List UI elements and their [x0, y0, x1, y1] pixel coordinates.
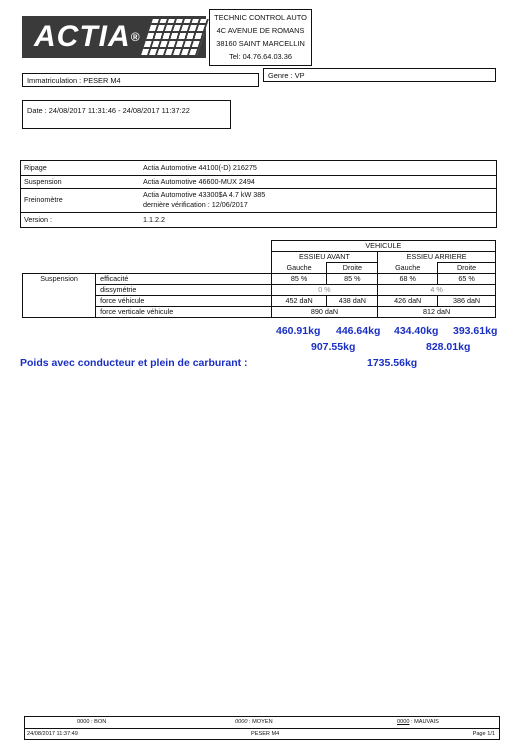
footer-box — [24, 716, 500, 740]
legend-moyen: 0000 : MOYEN — [235, 719, 273, 725]
table-cell: 812 daN — [378, 307, 496, 318]
essieu-avant-header: ESSIEU AVANT — [271, 252, 378, 263]
equipment-label: Version : — [24, 215, 52, 224]
logo-text: ACTIA® — [34, 20, 141, 53]
row-label: dissymétrie — [96, 285, 272, 296]
weight-front-left: 460.91kg — [276, 325, 321, 337]
row-label: efficacité — [96, 274, 272, 285]
address-line: Tel: 04.76.64.03.36 — [229, 52, 292, 61]
genre-field: Genre : VP — [263, 68, 496, 82]
weight-rear-right: 393.61kg — [453, 325, 498, 337]
suspension-table — [22, 240, 496, 318]
equipment-value-line2: dernière vérification : 12/06/2017 — [143, 200, 248, 209]
equipment-divider — [20, 188, 497, 189]
table-cell: 85 % — [271, 274, 327, 285]
address-line: 38160 SAINT MARCELLIN — [216, 39, 305, 48]
essieu-arriere-header: ESSIEU ARRIERE — [378, 252, 496, 263]
droite-header: Droite — [327, 263, 378, 274]
table-cell: 0 % — [271, 285, 378, 296]
weight-total: 1735.56kg — [367, 357, 418, 369]
equipment-value: Actia Automotive 44100(-D) 216275 — [143, 163, 257, 172]
footer-page: Page 1/1 — [472, 731, 495, 737]
gauche-header: Gauche — [271, 263, 327, 274]
equipment-value: 1.1.2.2 — [143, 215, 165, 224]
droite-header: Droite — [438, 263, 496, 274]
legend-bon: 0000 : BON — [77, 719, 107, 725]
table-cell: 438 daN — [327, 296, 378, 307]
weight-rear-left: 434.40kg — [394, 325, 439, 337]
address-line: 4C AVENUE DE ROMANS — [216, 26, 305, 35]
footer-divider — [25, 728, 499, 729]
table-cell: 68 % — [378, 274, 438, 285]
footer-datetime: 24/08/2017 11:37:49 — [27, 731, 78, 737]
weight-front-axle: 907.55kg — [311, 341, 356, 353]
weight-rear-axle: 828.01kg — [426, 341, 471, 353]
equipment-divider — [20, 212, 497, 213]
row-label: force véhicule — [96, 296, 272, 307]
vehicule-header: VEHICULE — [271, 241, 495, 252]
table-cell: 426 daN — [378, 296, 438, 307]
logo-grid-icon — [141, 19, 209, 55]
row-label: force verticale véhicule — [96, 307, 272, 318]
equipment-value: Actia Automotive 46600-MUX 2494 — [143, 177, 255, 186]
table-cell: 65 % — [438, 274, 496, 285]
weight-front-right: 446.64kg — [336, 325, 381, 337]
equipment-label: Suspension — [24, 177, 62, 186]
equipment-value: Actia Automotive 43300$A 4.7 kW 385 — [143, 190, 266, 199]
suspension-section: Suspension — [23, 274, 96, 318]
immatriculation-field: Immatriculation : PESER M4 — [22, 73, 259, 87]
address-line: TECHNIC CONTROL AUTO — [214, 13, 307, 22]
table-cell: 4 % — [378, 285, 496, 296]
table-cell: 452 daN — [271, 296, 327, 307]
table-cell: 890 daN — [271, 307, 378, 318]
date-field: Date : 24/08/2017 11:31:46 - 24/08/2017 11:37:22 — [22, 100, 231, 129]
weight-label: Poids avec conducteur et plein de carburant : — [20, 357, 248, 369]
table-cell: 85 % — [327, 274, 378, 285]
footer-plate: PESER M4 — [251, 731, 280, 737]
equipment-label: Ripage — [24, 163, 47, 172]
legend-mauvais: 0000 : MAUVAIS — [397, 719, 439, 725]
table-cell: 386 daN — [438, 296, 496, 307]
equipment-label: Freinomètre — [24, 195, 63, 204]
address-box — [209, 9, 312, 66]
equipment-divider — [20, 175, 497, 176]
gauche-header: Gauche — [378, 263, 438, 274]
